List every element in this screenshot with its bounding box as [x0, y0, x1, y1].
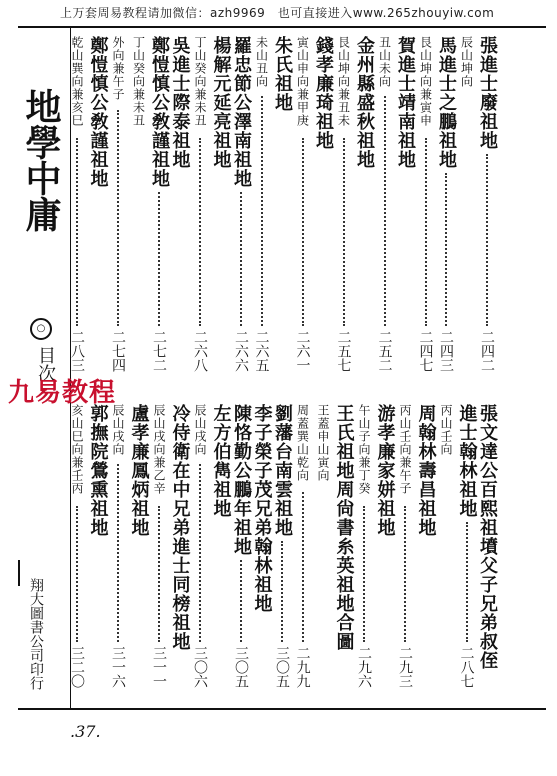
toc-page-number: 三〇五 — [233, 646, 249, 688]
toc-entry: 錢孝廉琦祖地 — [313, 36, 334, 150]
toc-entry: 楊解元延亮祖地 — [210, 36, 232, 169]
publisher-rule — [18, 560, 20, 586]
toc-entry: 丁山癸向兼未丑 — [193, 36, 207, 127]
toc-leader-dots — [240, 560, 244, 642]
toc-page-number: 二六八 — [192, 330, 208, 372]
toc-entry: 丑山未向 — [377, 36, 392, 88]
toc-page-number: 二八三 — [69, 330, 85, 372]
toc-entry: 羅忠節公澤南祖地 — [231, 36, 252, 188]
toc-page-number: 二九九 — [294, 646, 311, 688]
publisher-name: 翔大圖書公司印行 — [28, 578, 44, 690]
toc-entry: 陳恪勤公鵬年祖地 — [231, 404, 252, 556]
toc-leader-dots — [302, 492, 306, 642]
toc-page-number: 三〇五 — [274, 646, 290, 688]
toc-leader-dots — [343, 138, 347, 326]
toc-leader-dots — [404, 506, 408, 642]
toc-page-number: 二八七 — [458, 646, 475, 688]
toc-entry: 游孝廉家姘祖地 — [374, 404, 396, 537]
toc-leader-dots — [363, 506, 367, 642]
toc-page-number: 三一六 — [110, 646, 126, 688]
toc-leader-dots — [302, 138, 306, 326]
toc-entry: 寅山申向兼甲庚 — [295, 36, 310, 127]
toc-page-number: 二九三 — [397, 646, 413, 688]
toc-entry: 左方伯雋祖地 — [210, 404, 232, 518]
toc-entry: 丙山壬向兼午子 — [398, 404, 412, 495]
toc-page-number: 二七二 — [151, 330, 167, 372]
toc-leader-dots — [281, 541, 285, 642]
toc-entry: 金州縣盛秋祖地 — [354, 36, 375, 169]
toc-entry: 王蓋申山寅向 — [316, 404, 330, 482]
top-rule — [18, 26, 546, 28]
toc-page-number: 三一一 — [151, 646, 167, 688]
toc-entry: 劉藩台南雲祖地 — [272, 404, 293, 537]
toc-page-number: 二六六 — [233, 330, 249, 372]
top-banner: 上万套周易教程请加微信：azh9969 也可直接进入www.265zhouyiw.com — [60, 6, 495, 20]
toc-leader-dots — [199, 464, 203, 642]
toc-leader-dots — [76, 138, 80, 326]
toc-page-number: 三二〇 — [69, 646, 85, 688]
book-title: 地學中庸 — [20, 88, 62, 232]
toc-leader-dots — [261, 96, 265, 326]
toc-page-number: 二四七 — [417, 330, 434, 372]
toc-leader-dots — [240, 192, 244, 326]
toc-entry: 丁山癸向兼未丑 — [131, 36, 146, 127]
toc-entry: 丙山壬向 — [439, 404, 453, 456]
toc-entry: 鄭愷慎公敎謹祖地 — [149, 36, 170, 188]
toc-page-number: 二五七 — [335, 330, 352, 372]
toc-page-number: 二四二 — [479, 330, 495, 372]
toc-entry: 郭撫院鶯熏祖地 — [87, 404, 109, 537]
bottom-rule — [18, 708, 546, 710]
toc-leader-dots — [445, 173, 449, 326]
toc-entry: 鄭愷慎公敎謹祖地 — [87, 36, 109, 188]
toc-entry: 艮山坤向兼寅申 — [418, 36, 433, 127]
toc-page-number: 二五二 — [376, 330, 393, 372]
toc-leader-dots — [425, 138, 429, 326]
toc-entry: 艮山坤向兼丑未 — [336, 36, 351, 127]
toc-leader-dots — [117, 464, 121, 642]
toc-leader-dots — [199, 138, 203, 326]
toc-entry: 張進士廢祖地 — [477, 36, 498, 150]
toc-entry: 未山丑向 — [254, 36, 269, 88]
toc-entry: 周翰林壽昌祖地 — [415, 404, 437, 537]
circle-mark: ○ — [30, 318, 52, 340]
toc-leader-dots — [117, 110, 121, 326]
toc-entry: 辰山戌向 — [111, 404, 125, 456]
watermark: 九易教程 — [8, 378, 117, 408]
toc-entry: 張文達公百熙祖墳父子兄弟叔侄 — [477, 404, 498, 670]
toc-leader-dots — [466, 522, 470, 642]
toc-page-number: 二九六 — [356, 646, 372, 688]
toc-entry: 辰山坤向 — [459, 36, 474, 88]
toc-entry: 午山子向兼丁癸 — [357, 404, 371, 495]
toc-entry: 李子榮子茂兄弟翰林祖地 — [251, 404, 273, 613]
toc-entry: 乾山巽向兼亥巳 — [70, 36, 84, 127]
page-number: .37. — [70, 722, 101, 741]
toc-entry: 亥山巳向兼壬丙 — [70, 404, 84, 495]
toc-leader-dots — [158, 192, 162, 326]
toc-leader-dots — [158, 506, 162, 642]
toc-entry: 辰山戌向兼乙辛 — [152, 404, 166, 495]
toc-entry: 辰山戌向 — [193, 404, 207, 456]
toc-page-number: 二六五 — [253, 330, 270, 372]
toc-entry: 朱氏祖地 — [272, 36, 293, 112]
section-label: 目次 — [35, 346, 56, 382]
toc-entry: 外向兼午子 — [111, 36, 125, 101]
toc-page-number: 二四三 — [438, 330, 454, 372]
toc-page-number: 三〇六 — [192, 646, 208, 688]
toc-entry: 馬進士之鵬祖地 — [436, 36, 457, 169]
toc-entry: 冷侍衛在中兄弟進士同榜祖地 — [169, 404, 191, 651]
toc-entry: 進士翰林祖地 — [456, 404, 478, 518]
toc-entry: 盧孝廉鳳炳祖地 — [128, 404, 150, 537]
toc-entry: 王氏祖地周尙書糸英祖地合圖 — [333, 404, 355, 651]
toc-entry: 周蓋巽山乾向 — [295, 404, 310, 482]
toc-entry: 賀進士靖南祖地 — [395, 36, 416, 169]
toc-page-number: 二六一 — [294, 330, 311, 372]
toc-entry: 吳進士際泰祖地 — [169, 36, 191, 169]
toc-leader-dots — [486, 154, 490, 326]
toc-leader-dots — [76, 506, 80, 642]
toc-page-number: 二七四 — [110, 330, 126, 372]
toc-leader-dots — [384, 96, 388, 326]
